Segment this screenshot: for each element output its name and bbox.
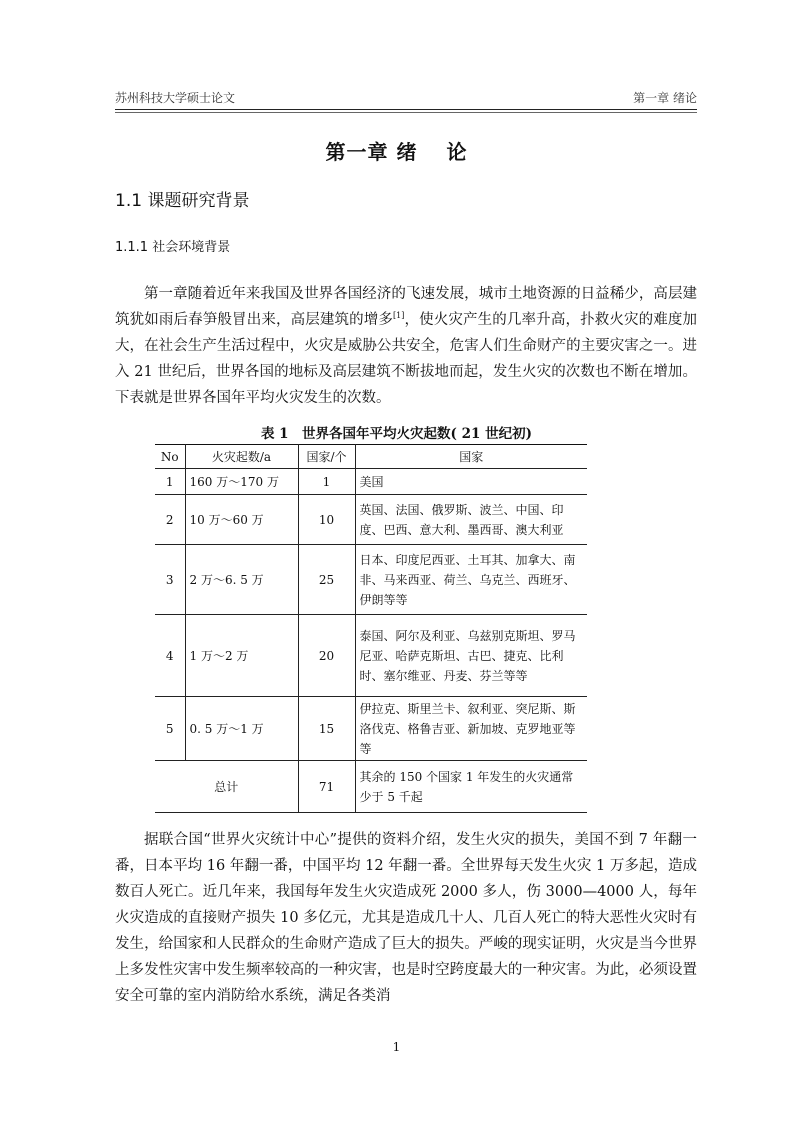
section-heading: 1.1 课题研究背景 [115,191,250,211]
table-header-row [155,445,587,469]
cell-total-count: 71 [298,761,355,813]
subsection-heading: 1.1.1 社会环境背景 [115,240,231,255]
chapter-title: 第一章 绪 论 [325,140,468,164]
body-paragraph-1 [115,281,697,411]
paragraph-1-text-a: 第一章随着近年来我国及世界各国经济的飞速发展，城市土地资源的日益稀少，高层建筑犹如雨后春笋般冒出来，高层建筑的增多 [115,286,697,328]
header-right-chapter: 第一章 绪论 [633,91,697,105]
cell-fires: 2 万～6. 5 万 [185,545,298,615]
cell-no: 4 [155,615,185,697]
cell-fires: 160 万～170 万 [185,469,298,495]
page-header [115,86,697,110]
cell-countries: 伊拉克、斯里兰卡、叙利亚、突尼斯、斯洛伐克、格鲁吉亚、新加坡、克罗地亚等等 [355,697,587,761]
cell-fires: 0. 5 万～1 万 [185,697,298,761]
cell-no: 3 [155,545,185,615]
cell-count: 1 [298,469,355,495]
table-row [155,469,587,495]
cell-countries: 英国、法国、俄罗斯、波兰、中国、印度、巴西、意大利、墨西哥、澳大利亚 [355,495,587,545]
cell-fires: 10 万～60 万 [185,495,298,545]
cell-countries: 美国 [355,469,587,495]
cell-count: 10 [298,495,355,545]
header-count: 国家/个 [298,445,355,469]
cell-no: 2 [155,495,185,545]
cell-count: 20 [298,615,355,697]
cell-count: 25 [298,545,355,615]
cell-no: 5 [155,697,185,761]
header-countries: 国家 [355,445,587,469]
citation-ref: [1] [393,311,405,321]
cell-countries: 日本、印度尼西亚、土耳其、加拿大、南非、马来西亚、荷兰、乌克兰、西班牙、伊朗等等 [355,545,587,615]
body-paragraph-2: 据联合国“世界火灾统计中心”提供的资料介绍，发生火灾的损失，美国不到 7 年翻一番，日本平均 16 年翻一番，中国平均 12 年翻一番。全世界每天发生火灾 1 万多起，造成数百人死亡。近几年来，我国每年发生火灾造成死 2000 多人，伤 3000—4000 人，每年火灾造成的直接财产损失 10 多亿元，尤其是造成几十人、几百人死亡的特大恶性火灾时有发生，给国家和人民群众的生命财产造成了巨大的损失。严峻的现实证明，火灾是当今世界上多发性灾害中发生频率较高的一种灾害，也是时空跨度最大的一种灾害。为此，必须设置安全可靠的室内消防给水系统，满足各类消 [115,832,697,1004]
header-left-title: 苏州科技大学硕士论文 [115,91,236,105]
table-row [155,545,587,615]
cell-no: 1 [155,469,185,495]
header-no: No [155,445,185,469]
table-row [155,615,587,697]
table-caption: 表 1 世界各国年平均火灾起数( 21 世纪初) [260,426,533,442]
cell-total-note: 其余的 150 个国家 1 年发生的火灾通常少于 5 千起 [355,761,587,813]
table-row [155,697,587,761]
paragraph-1-text-b: ，使火灾产生的几率升高，扑救火灾的难度加大，在社会生产生活过程中，火灾是威胁公共安全，危害人们生命财产的主要灾害之一。进入 21 世纪后，世界各国的地标及高层建筑不断拔地而起，发生火灾的次数也不断在增加。下表就是世界各国年平均火灾发生的次数。 [115,312,698,406]
fire-statistics-table [155,444,587,813]
page-number: 1 [392,1040,401,1054]
cell-fires: 1 万～2 万 [185,615,298,697]
cell-countries: 泰国、阿尔及利亚、乌兹别克斯坦、罗马尼亚、哈萨克斯坦、古巴、捷克、比利时、塞尔维亚、丹麦、芬兰等等 [355,615,587,697]
cell-count: 15 [298,697,355,761]
table-total-row [155,761,587,813]
header-fires: 火灾起数/a [185,445,298,469]
table-row [155,495,587,545]
cell-total-label: 总计 [155,761,298,813]
